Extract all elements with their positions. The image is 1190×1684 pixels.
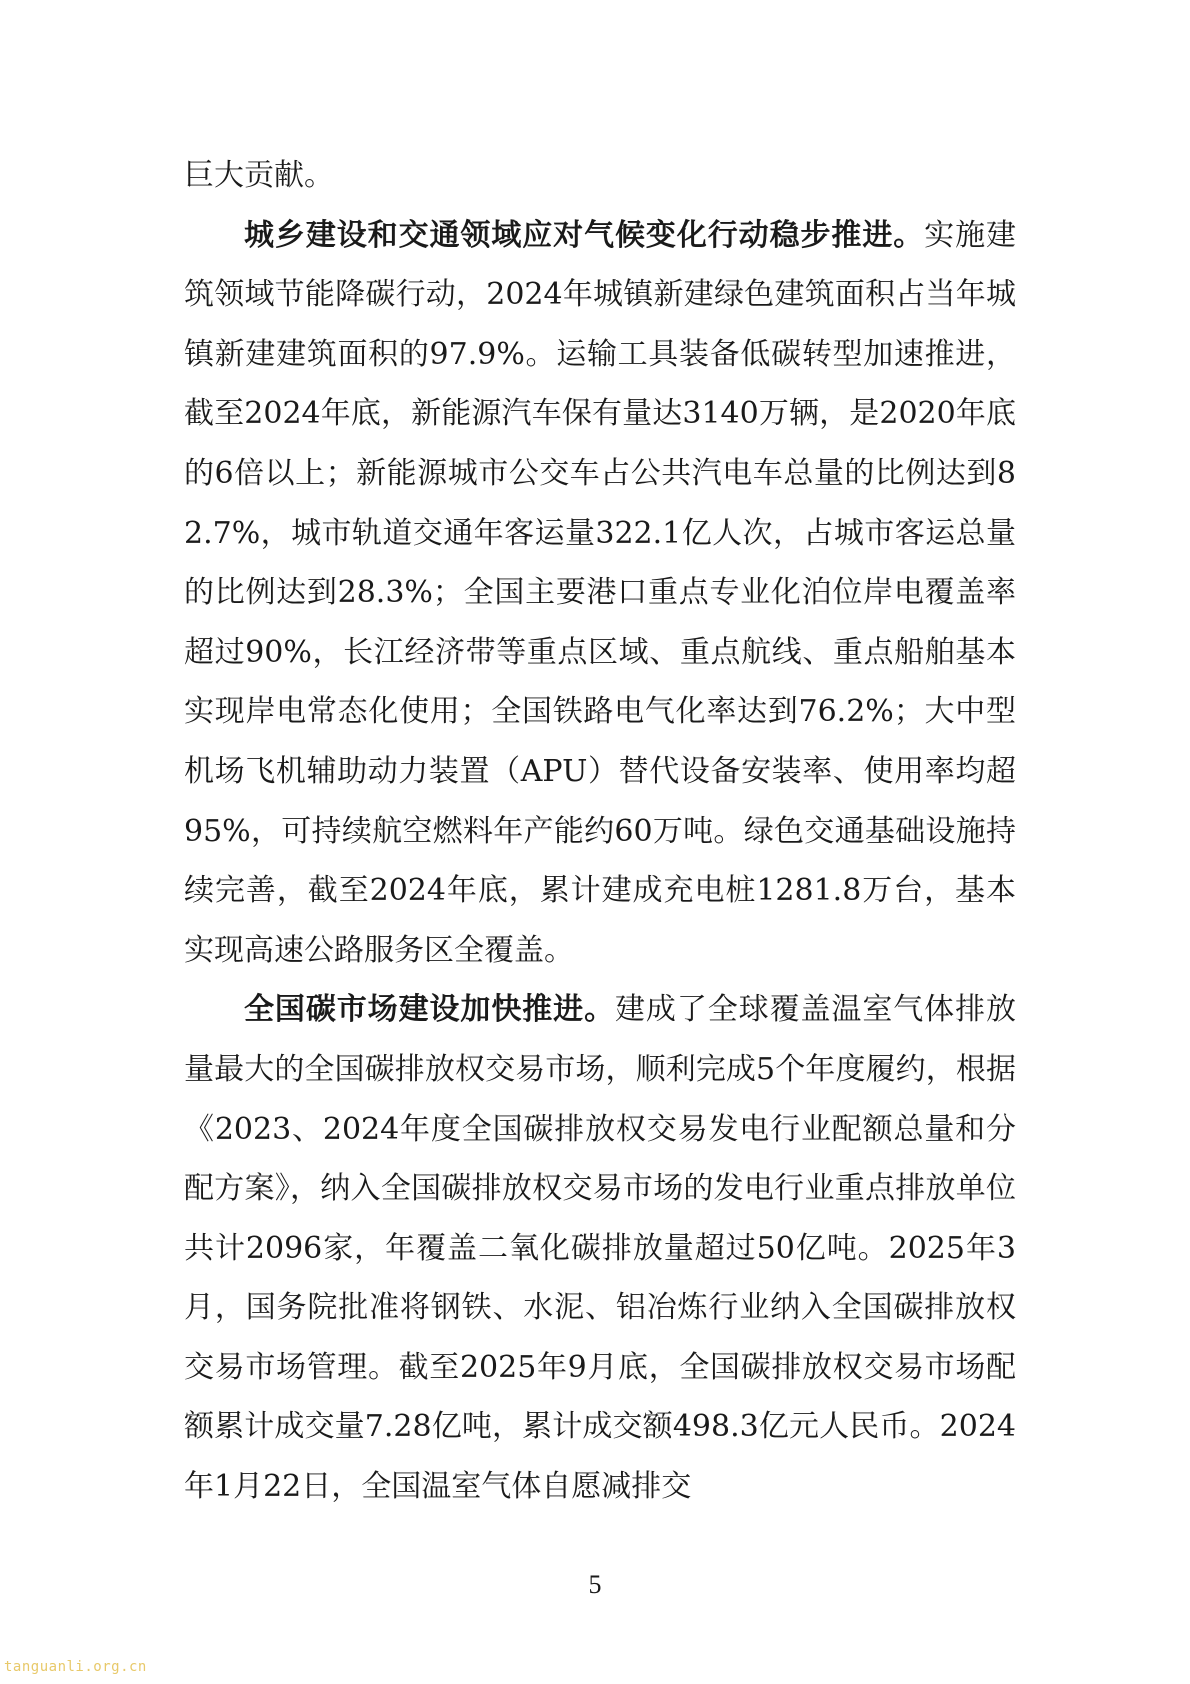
paragraph-text: 巨大贡献。	[184, 158, 334, 193]
page-number: 5	[588, 1570, 602, 1599]
body-text	[184, 146, 1016, 1517]
paragraph-urban-transport	[184, 206, 1016, 981]
paragraph-text: 实施建筑领域节能降碳行动，2024年城镇新建绿色建筑面积占当年城镇新建建筑面积的97.9%。运输工具装备低碳转型加速推进，截至2024年底，新能源汽车保有量达3140万辆，是2020年底的6倍以上；新能源城市公交车占公共汽电车总量的比例达到82.7%，城市轨道交通年客运量322.1亿人次，占城市客运总量的比例达到28.3%；全国主要港口重点专业化泊位岸电覆盖率超过90%，长江经济带等重点区域、重点航线、重点船舶基本实现岸电常态化使用；全国铁路电气化率达到76.2%；大中型机场飞机辅助动力装置（APU）替代设备安装率、使用率均超95%，可持续航空燃料年产能约60万吨。绿色交通基础设施持续完善，截至2024年底，累计建成充电桩1281.8万台，基本实现高速公路服务区全覆盖。	[184, 217, 1017, 968]
paragraph-lead: 全国碳市场建设加快推进。	[244, 992, 615, 1028]
paragraph-carbon-market	[184, 980, 1016, 1516]
paragraph-continuation	[184, 146, 1016, 206]
paragraph-lead: 城乡建设和交通领域应对气候变化行动稳步推进。	[244, 217, 925, 253]
watermark: tanguanli.org.cn	[4, 1659, 147, 1675]
paragraph-text: 建成了全球覆盖温室气体排放量最大的全国碳排放权交易市场，顺利完成5个年度履约，根据《2023、2024年度全国碳排放权交易发电行业配额总量和分配方案》，纳入全国碳排放权交易市场的发电行业重点排放单位共计2096家，年覆盖二氧化碳排放量超过50亿吨。2025年3月，国务院批准将钢铁、水泥、铝冶炼行业纳入全国碳排放权交易市场管理。截至2025年9月底，全国碳排放权交易市场配额累计成交量7.28亿吨，累计成交额498.3亿元人民币。2024年1月22日，全国温室气体自愿减排交	[184, 992, 1016, 1505]
